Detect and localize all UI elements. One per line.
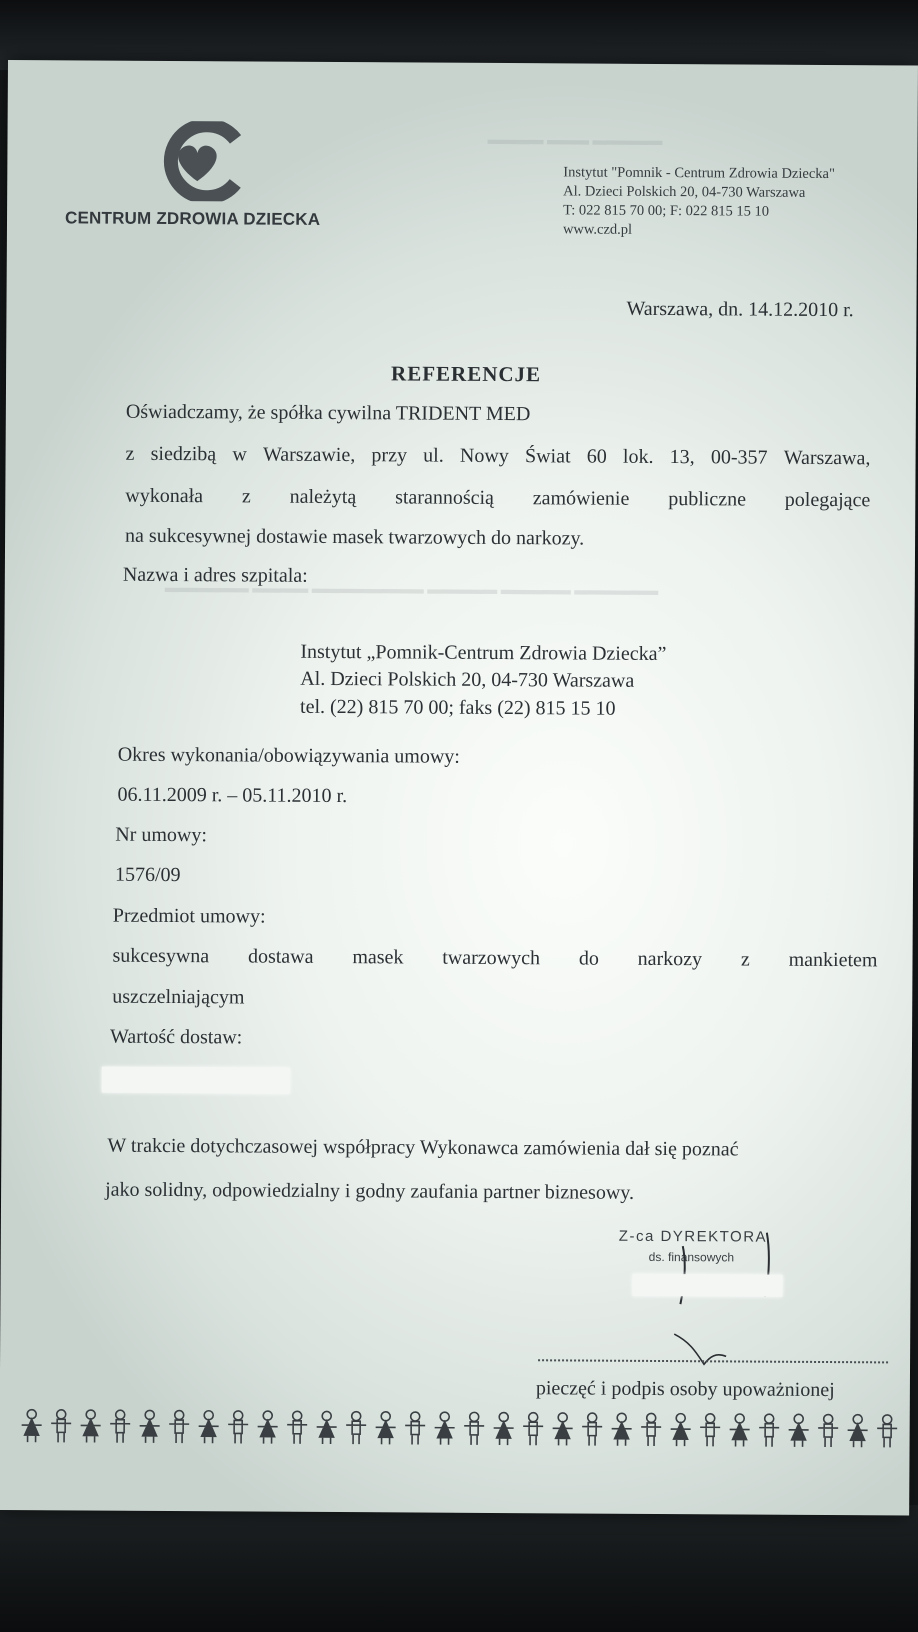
word: Nowy <box>459 444 509 468</box>
logo-name: CENTRUM ZDROWIA DZIECKA <box>64 208 321 229</box>
word: należytą <box>289 485 357 509</box>
redacted-value <box>102 1067 290 1094</box>
handwritten-signature <box>670 1224 791 1375</box>
child-figure-icon <box>405 1412 425 1445</box>
child-figure-icon <box>22 1410 42 1443</box>
word: lok. <box>622 445 654 468</box>
contract-number-value: 1576/09 <box>114 863 181 887</box>
child-figure-icon <box>110 1410 130 1443</box>
word: publiczne <box>668 488 747 511</box>
child-figure-icon <box>553 1413 573 1446</box>
word: Świat <box>524 445 571 468</box>
institute-phone-fax: T: 022 815 70 00; F: 022 815 15 10 <box>563 202 770 220</box>
word: dostawa <box>247 945 314 968</box>
closing-line-2: jako solidny, odpowiedzialny i godny zaufania partner biznesowy. <box>105 1178 635 1204</box>
word: twarzowych <box>442 946 541 970</box>
word: z <box>241 485 251 508</box>
child-figure-icon <box>346 1412 366 1445</box>
document-title: REFERENCJE <box>391 361 542 387</box>
institute-address-block <box>563 163 835 241</box>
signature-caption: pieczęć i podpis osoby upoważnionej <box>535 1377 835 1402</box>
word: ul. <box>423 444 444 467</box>
child-figure-icon <box>730 1414 750 1447</box>
child-figure-icon <box>464 1412 484 1445</box>
word: z <box>740 948 750 971</box>
desk-background-top <box>0 0 918 70</box>
child-figure-icon <box>81 1410 101 1443</box>
child-figure-icon <box>848 1415 868 1448</box>
word: do <box>578 947 599 970</box>
letter-page <box>0 60 918 1516</box>
institute-name: Instytut "Pomnik - Centrum Zdrowia Dziecka" <box>563 164 835 183</box>
period-value: 06.11.2009 r. – 05.11.2010 r. <box>117 783 348 808</box>
word: siedzibą <box>150 442 217 466</box>
period-label: Okres wykonania/obowiązywania umowy: <box>117 743 460 768</box>
word: 00-357 <box>710 446 768 469</box>
child-figure-icon <box>789 1414 809 1447</box>
word: sukcesywna <box>112 944 210 968</box>
child-figure-icon <box>228 1411 248 1444</box>
hospital-label: Nazwa i adres szpitala: <box>122 563 308 587</box>
child-figure-icon <box>435 1412 455 1445</box>
word: przy <box>371 444 408 467</box>
child-figure-icon <box>140 1410 160 1443</box>
child-figure-icon <box>523 1413 543 1446</box>
child-figure-icon <box>258 1411 278 1444</box>
subject-label: Przedmiot umowy: <box>112 904 266 928</box>
intro-line-2 <box>126 443 871 471</box>
word: starannością <box>395 486 495 509</box>
letterhead-logo <box>64 120 346 229</box>
value-label: Wartość dostaw: <box>109 1025 243 1049</box>
word: mankietem <box>788 948 878 972</box>
subject-line-1 <box>112 945 877 973</box>
word: 13, <box>669 446 695 469</box>
intro-line-3 <box>125 485 870 513</box>
child-figure-icon <box>818 1414 838 1447</box>
heart-in-c-icon <box>147 121 247 202</box>
bleed-through-text: ▬▬▬▬▬▬ ▬▬▬▬ ▬▬▬▬▬▬▬▬ ▬▬▬▬▬ ▬▬▬▬▬ ▬▬▬▬▬▬ <box>164 580 659 599</box>
intro-line-1: Oświadczamy, że spółka cywilna TRIDENT MED <box>125 400 531 426</box>
closing-line-1: W trakcie dotychczasowej współpracy Wykonawca zamówienia dał się poznać <box>107 1134 739 1161</box>
child-figure-icon <box>317 1411 337 1444</box>
hospital-name: Instytut „Pomnik-Centrum Zdrowia Dziecka” <box>300 640 667 666</box>
word: masek <box>352 946 404 969</box>
word: Warszawa, <box>783 446 871 470</box>
hospital-phone: tel. (22) 815 70 00; faks (22) 815 15 10 <box>299 695 616 720</box>
child-figure-icon <box>759 1414 779 1447</box>
children-figures-border <box>20 1405 900 1450</box>
institute-address: Al. Dzieci Polskich 20, 04-730 Warszawa <box>563 183 806 201</box>
child-figure-icon <box>671 1414 691 1447</box>
child-figure-icon <box>494 1412 514 1445</box>
bleed-through-text: ▬▬▬▬ ▬▬▬ ▬▬▬▬▬ <box>487 132 663 149</box>
word: Warszawie, <box>262 443 356 467</box>
word: narkozy <box>637 947 703 971</box>
child-figure-icon <box>287 1411 307 1444</box>
intro-line-4: na sukcesywnej dostawie masek twarzowych do narkozy. <box>125 524 585 550</box>
contract-number-label: Nr umowy: <box>115 823 208 847</box>
letter-date: Warszawa, dn. 14.12.2010 r. <box>626 297 854 322</box>
word: z <box>125 442 135 465</box>
child-figure-icon <box>582 1413 602 1446</box>
redacted-signature-name <box>632 1274 782 1297</box>
word: polegające <box>784 488 871 512</box>
word: 60 <box>586 445 607 468</box>
child-figure-icon <box>169 1411 189 1444</box>
child-figure-icon <box>612 1413 632 1446</box>
hospital-address: Al. Dzieci Polskich 20, 04-730 Warszawa <box>300 667 635 692</box>
word: w <box>232 443 247 466</box>
stamp-title: Z-ca DYREKTORA <box>618 1227 768 1246</box>
word: zamówienie <box>532 487 630 510</box>
word: wykonała <box>125 484 204 508</box>
child-figure-icon <box>700 1414 720 1447</box>
child-figure-icon <box>877 1415 897 1448</box>
child-figure-icon <box>376 1412 396 1445</box>
child-figure-icon <box>199 1411 219 1444</box>
child-figure-icon <box>51 1410 71 1443</box>
stamp-subtitle: ds. finansowych <box>648 1249 735 1265</box>
child-figure-icon <box>641 1413 661 1446</box>
desk-background-bottom <box>0 1505 918 1632</box>
institute-website: www.czd.pl <box>562 221 633 238</box>
subject-line-2: uszczelniającym <box>112 985 245 1009</box>
